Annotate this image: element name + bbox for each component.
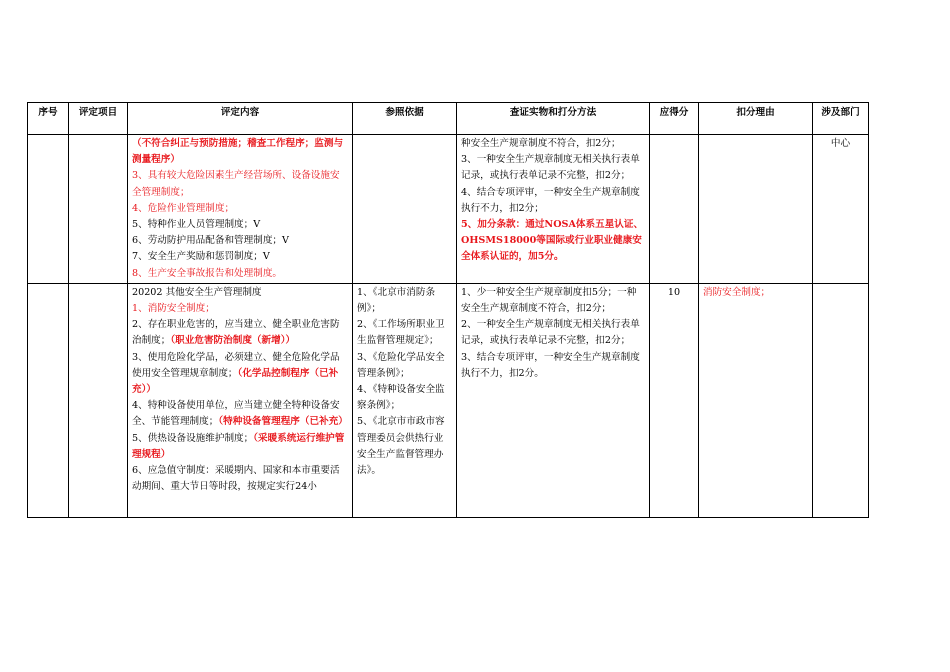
cell-score xyxy=(650,135,699,284)
header-basis: 参照依据 xyxy=(353,103,457,135)
text-segment: 5、供热设备设施维护制度； xyxy=(132,432,254,444)
text-segment: 3、《危险化学品安全管理条例》； xyxy=(357,351,445,379)
text-segment: 1、《北京市消防条例》； xyxy=(357,286,436,315)
text-segment: 1、少一种安全生产规章制度扣5分；一种安全生产规章制度不符合，扣2分； xyxy=(461,286,637,315)
text-line xyxy=(357,414,452,479)
cell-method xyxy=(457,283,650,517)
text-line xyxy=(357,350,452,382)
text-segment: 5、加分条款：通过NOSA体系五星认证、OHSMS18000等国际或行业职业健康安全体系认证的，加5分。 xyxy=(461,219,644,263)
text-line xyxy=(132,217,348,233)
text-segment: 4、危险作业管理制度； xyxy=(132,202,235,214)
header-method: 查证实物和打分方法 xyxy=(457,103,650,135)
text-segment: 1、消防安全制度； xyxy=(132,303,215,315)
text-line xyxy=(357,382,452,414)
text-segment: （不符合纠正与预防措施；稽查工作程序；监测与测量程序） xyxy=(132,138,344,166)
text-segment: 7、安全生产奖励和惩罚制度；V xyxy=(132,251,270,263)
text-line xyxy=(357,317,452,349)
cell-dept: 中心 xyxy=(813,135,869,284)
text-line xyxy=(132,168,348,200)
text-line xyxy=(132,285,348,301)
text-segment: 5、《北京市市政市容管理委员会供热行业安全生产监督管理办法》。 xyxy=(357,416,445,477)
cell-seq xyxy=(28,135,69,284)
text-segment: 3、结合专项评审，一种安全生产规章制度执行不力，扣2分。 xyxy=(461,351,640,379)
cell-basis xyxy=(353,283,457,517)
text-segment: 6、应急值守制度：采暖期内、国家和本市重要活动期间、重大节日等时段，按规定实行24小 xyxy=(132,465,340,493)
header-content: 评定内容 xyxy=(128,103,353,135)
cell-reason xyxy=(699,135,813,284)
evaluation-table xyxy=(27,102,869,518)
text-line xyxy=(132,266,348,282)
cell-seq xyxy=(28,283,69,517)
cell-dept xyxy=(813,283,869,517)
header-score: 应得分 xyxy=(650,103,699,135)
text-segment: 4、特种设备使用单位，应当建立健全特种设备安全、节能管理制度； xyxy=(132,400,340,428)
text-segment: 4、《特种设备安全监察条例》； xyxy=(357,384,445,412)
text-line xyxy=(132,431,348,463)
text-segment: 3、使用危险化学品，必须建立、健全危险化学品使用安全管理规章制度； xyxy=(132,351,340,379)
text-line xyxy=(132,201,348,217)
text-segment: 4、结合专项评审，一种安全生产规章制度执行不力，扣2分； xyxy=(461,186,640,214)
text-line xyxy=(461,350,645,382)
text-segment: 20202 其他安全生产管理制度 xyxy=(132,286,262,298)
text-line xyxy=(132,249,348,265)
header-dept: 涉及部门 xyxy=(813,103,869,135)
text-line xyxy=(461,317,645,349)
text-line xyxy=(132,233,348,249)
text-line xyxy=(461,285,645,317)
text-segment: （职业危害防治制度（新增）） xyxy=(170,335,296,347)
text-line xyxy=(132,398,348,430)
text-line xyxy=(132,317,348,349)
text-segment: 6、劳动防护用品配备和管理制度；V xyxy=(132,235,289,247)
cell-method xyxy=(457,135,650,284)
text-line xyxy=(132,350,348,399)
header-reason: 扣分理由 xyxy=(699,103,813,135)
text-segment: （化学品控制程序（已补充）） xyxy=(132,367,339,396)
cell-content xyxy=(128,283,353,517)
cell-basis xyxy=(353,135,457,284)
header-seq: 序号 xyxy=(28,103,69,135)
text-line xyxy=(461,136,645,152)
text-line xyxy=(132,301,348,317)
cell-reason: 消防安全制度； xyxy=(699,283,813,517)
text-line xyxy=(461,185,645,217)
text-line xyxy=(132,463,348,495)
text-segment: 2、存在职业危害的，应当建立、健全职业危害防治制度； xyxy=(132,319,340,347)
cell-score: 10 xyxy=(650,283,699,517)
text-segment: 2、《工作场所职业卫生监督管理规定》； xyxy=(357,319,445,347)
text-segment: 3、一种安全生产规章制度无相关执行表单记录，或执行表单记录不完整，扣2分； xyxy=(461,154,640,182)
text-segment: 2、一种安全生产规章制度无相关执行表单记录，或执行表单记录不完整，扣2分； xyxy=(461,319,640,347)
text-segment: 3、具有较大危险因素生产经营场所、设备设施安全管理制度； xyxy=(132,170,340,198)
text-line xyxy=(461,152,645,184)
cell-item xyxy=(69,135,128,284)
text-segment: （采暖系统运行维护管理规程） xyxy=(132,432,345,460)
table-header-row xyxy=(28,103,869,135)
text-line xyxy=(357,285,452,317)
text-segment: 8、生产安全事故报告和处理制度。 xyxy=(132,267,283,279)
header-item: 评定项目 xyxy=(69,103,128,135)
table-row xyxy=(28,135,869,284)
text-segment: 种安全生产规章制度不符合，扣2分； xyxy=(461,138,621,149)
text-line xyxy=(461,217,645,266)
table-row xyxy=(28,283,869,517)
text-line xyxy=(132,136,348,168)
cell-item xyxy=(69,283,128,517)
text-segment: 5、特种作业人员管理制度；V xyxy=(132,219,261,231)
text-segment: （特种设备管理程序（已补充） xyxy=(218,416,348,428)
cell-content xyxy=(128,135,353,284)
